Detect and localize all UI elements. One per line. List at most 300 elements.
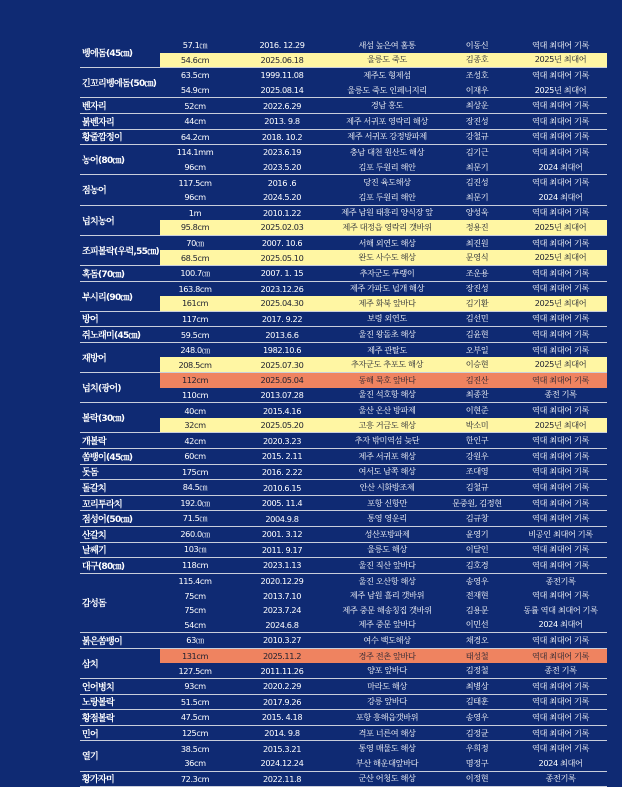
size-cell: 47.5cm — [160, 712, 230, 722]
species-name: 벤자리 — [80, 98, 160, 113]
species-name: 대구(80㎝) — [80, 558, 160, 573]
size-cell: 103㎝ — [160, 544, 230, 555]
species-name: 돗돔 — [80, 465, 160, 480]
species-group — [80, 373, 607, 403]
record-row — [160, 741, 607, 756]
species-group — [80, 496, 607, 512]
date-cell: 2023.7.24 — [230, 605, 334, 615]
size-cell: 38.5cm — [160, 744, 230, 754]
angler-cell: 김종호 — [440, 54, 514, 65]
species-group — [80, 679, 607, 695]
species-group — [80, 449, 607, 465]
date-cell: 2010.6.15 — [230, 483, 334, 493]
date-cell: 2020.3.23 — [230, 436, 334, 446]
date-cell: 2015.3.21 — [230, 744, 334, 754]
size-cell: 44cm — [160, 116, 230, 126]
date-cell: 2016. 12.29 — [230, 40, 334, 50]
record-row — [160, 68, 607, 83]
date-cell: 2025.08.14 — [230, 85, 334, 95]
species-group — [80, 633, 607, 649]
size-cell: 110cm — [160, 390, 230, 400]
species-name: 날쌔기 — [80, 543, 160, 558]
record-row — [160, 175, 607, 190]
date-cell: 2024.12.24 — [230, 758, 334, 768]
angler-cell: 박소미 — [440, 420, 514, 431]
size-cell: 96cm — [160, 192, 230, 202]
angler-cell: 이민선 — [440, 619, 514, 630]
place-cell: 제주 서귀포 영락리 해상 — [334, 116, 440, 127]
place-cell: 여수 백도해상 — [334, 635, 440, 646]
size-cell: 163.8cm — [160, 284, 230, 294]
place-cell: 보령 외연도 — [334, 313, 440, 324]
place-cell: 울진 직산 앞바다 — [334, 560, 440, 571]
date-cell: 2004.9.8 — [230, 514, 334, 524]
date-cell: 2025.04.30 — [230, 298, 334, 308]
angler-cell: 최병상 — [440, 681, 514, 692]
size-cell: 75cm — [160, 605, 230, 615]
place-cell: 울진 오산항 해상 — [334, 576, 440, 587]
species-group — [80, 327, 607, 343]
species-name: 볼락(30㎝) — [80, 403, 160, 432]
place-cell: 울릉도 해상 — [334, 544, 440, 555]
record-row — [160, 83, 607, 98]
size-cell: 95.8cm — [160, 222, 230, 232]
angler-cell: 이동신 — [440, 40, 514, 51]
angler-cell: 김기환 — [440, 298, 514, 309]
place-cell: 울릉도 죽도 인페니지리 — [334, 85, 440, 96]
size-cell: 70㎝ — [160, 238, 230, 249]
note-cell: 2024 최대어 — [514, 192, 607, 203]
place-cell: 통영 영운리 — [334, 513, 440, 524]
angler-cell: 김호경 — [440, 560, 514, 571]
angler-cell: 명정구 — [440, 758, 514, 769]
place-cell: 통영 매물도 해상 — [334, 743, 440, 754]
note-cell: 종전기록 — [514, 576, 607, 587]
size-cell: 125cm — [160, 728, 230, 738]
note-cell: 역대 최대어 기록 — [514, 329, 607, 340]
note-cell: 역대 최대어 기록 — [514, 513, 607, 524]
record-row — [160, 388, 607, 403]
place-cell: 추자군도 추포도 해상 — [334, 359, 440, 370]
highlighted-record-row — [160, 53, 607, 68]
record-row — [160, 433, 607, 448]
date-cell: 2022.6.29 — [230, 101, 334, 111]
date-cell: 2025.05.20 — [230, 420, 334, 430]
angler-cell: 김철규 — [440, 482, 514, 493]
note-cell: 2025년 최대어 — [514, 222, 607, 233]
date-cell: 2013. 9.8 — [230, 116, 334, 126]
highlighted-record-row — [160, 418, 607, 433]
record-row — [160, 236, 607, 251]
date-cell: 2023.5.20 — [230, 162, 334, 172]
note-cell: 역대 최대어 기록 — [514, 345, 607, 356]
record-row — [160, 160, 607, 175]
record-row — [160, 403, 607, 418]
angler-cell: 강철규 — [440, 131, 514, 142]
species-group — [80, 726, 607, 742]
highlighted-record-row — [160, 373, 607, 388]
size-cell: 59.5cm — [160, 330, 230, 340]
date-cell: 2025.06.18 — [230, 55, 334, 65]
angler-cell: 조대영 — [440, 466, 514, 477]
species-group — [80, 343, 607, 373]
place-cell: 서해 외연도 해상 — [334, 238, 440, 249]
size-cell: 131cm — [160, 651, 230, 661]
place-cell: 제주 서귀포 해상 — [334, 451, 440, 462]
size-cell: 115.4cm — [160, 576, 230, 586]
record-row — [160, 145, 607, 160]
angler-cell: 최문기 — [440, 162, 514, 173]
record-row — [160, 496, 607, 511]
species-name: 붉은쏨뱅이 — [80, 633, 160, 648]
highlighted-record-row — [160, 649, 607, 664]
angler-cell: 장진성 — [440, 283, 514, 294]
place-cell: 새섬 높은여 홈통 — [334, 40, 440, 51]
size-cell: 32cm — [160, 420, 230, 430]
species-name: 열기 — [80, 741, 160, 770]
date-cell: 2025.05.10 — [230, 253, 334, 263]
record-row — [160, 190, 607, 205]
note-cell: 역대 최대어 기록 — [514, 681, 607, 692]
angler-cell: 김태훈 — [440, 696, 514, 707]
place-cell: 제주 관탈도 — [334, 345, 440, 356]
record-row — [160, 679, 607, 694]
species-name: 혹돔(70㎝) — [80, 266, 160, 281]
note-cell: 2024 최대어 — [514, 758, 607, 769]
note-cell: 종전 기록 — [514, 389, 607, 400]
place-cell: 고흥 거금도 해상 — [334, 420, 440, 431]
size-cell: 42cm — [160, 436, 230, 446]
note-cell: 역대 최대어 기록 — [514, 590, 607, 601]
place-cell: 추자 밖미역섬 늦단 — [334, 435, 440, 446]
place-cell: 격포 너른여 해상 — [334, 728, 440, 739]
species-group — [80, 206, 607, 236]
place-cell: 울진 왕돌초 해상 — [334, 329, 440, 340]
size-cell: 114.1mm — [160, 147, 230, 157]
size-cell: 71.5㎝ — [160, 513, 230, 524]
angler-cell: 최진원 — [440, 238, 514, 249]
note-cell: 종전기록 — [514, 773, 607, 784]
angler-cell: 김진산 — [440, 375, 514, 386]
species-name: 넙치(광어) — [80, 373, 160, 402]
record-row — [160, 114, 607, 129]
record-row — [160, 543, 607, 558]
species-name: 쏨뱅이(45㎝) — [80, 449, 160, 464]
note-cell: 역대 최대어 기록 — [514, 40, 607, 51]
angler-cell: 이재우 — [440, 85, 514, 96]
record-row — [160, 343, 607, 358]
species-group — [80, 114, 607, 130]
date-cell: 2025.02.03 — [230, 222, 334, 232]
species-group — [80, 710, 607, 726]
species-group — [80, 741, 607, 771]
record-row — [160, 558, 607, 573]
record-row — [160, 206, 607, 221]
size-cell: 117.5cm — [160, 178, 230, 188]
species-name: 점농어 — [80, 175, 160, 204]
species-name: 개볼락 — [80, 433, 160, 448]
size-cell: 248.0㎝ — [160, 345, 230, 356]
size-cell: 63.5cm — [160, 70, 230, 80]
species-name: 꼬리투라치 — [80, 496, 160, 511]
date-cell: 2007. 1. 15 — [230, 268, 334, 278]
record-row — [160, 772, 607, 787]
date-cell: 2024.6.8 — [230, 620, 334, 630]
species-name: 긴꼬리벵에돔(50㎝) — [80, 68, 160, 97]
size-cell: 100.7㎝ — [160, 268, 230, 279]
species-group — [80, 266, 607, 282]
note-cell: 역대 최대어 기록 — [514, 466, 607, 477]
size-cell: 54cm — [160, 620, 230, 630]
note-cell: 역대 최대어 기록 — [514, 728, 607, 739]
note-cell: 2025년 최대어 — [514, 85, 607, 96]
date-cell: 2020.12.29 — [230, 576, 334, 586]
highlighted-record-row — [160, 220, 607, 235]
note-cell: 2024 최대어 — [514, 619, 607, 630]
record-row — [160, 480, 607, 495]
place-cell: 제주 대정읍 영락리 갯바위 — [334, 222, 440, 233]
note-cell: 역대 최대어 기록 — [514, 435, 607, 446]
species-group — [80, 465, 607, 481]
note-cell: 역대 최대어 기록 — [514, 207, 607, 218]
note-cell: 역대 최대어 기록 — [514, 313, 607, 324]
date-cell: 2018. 10.2 — [230, 132, 334, 142]
species-group — [80, 68, 607, 98]
date-cell: 2020.2.29 — [230, 681, 334, 691]
date-cell: 2005. 11.4 — [230, 498, 334, 508]
place-cell: 여서도 남쪽 해상 — [334, 466, 440, 477]
angler-cell: 김정균 — [440, 728, 514, 739]
species-group — [80, 282, 607, 312]
record-row — [160, 327, 607, 342]
note-cell: 역대 최대어 기록 — [514, 268, 607, 279]
record-row — [160, 574, 607, 589]
date-cell: 2013.07.28 — [230, 390, 334, 400]
size-cell: 60cm — [160, 451, 230, 461]
place-cell: 군산 어청도 해상 — [334, 773, 440, 784]
species-group — [80, 772, 607, 787]
note-cell: 역대 최대어 기록 — [514, 100, 607, 111]
place-cell: 포항 흥해읍갯바위 — [334, 712, 440, 723]
species-name: 조피볼락(우럭,55㎝) — [80, 236, 160, 265]
date-cell: 1982.10.6 — [230, 345, 334, 355]
species-group — [80, 312, 607, 328]
angler-cell: 김용문 — [440, 605, 514, 616]
species-name: 민어 — [80, 726, 160, 741]
angler-cell: 양성욱 — [440, 207, 514, 218]
angler-cell: 윤영기 — [440, 529, 514, 540]
note-cell: 역대 최대어 기록 — [514, 147, 607, 158]
note-cell: 역대 최대어 기록 — [514, 498, 607, 509]
highlighted-record-row — [160, 296, 607, 311]
place-cell: 울릉도 죽도 — [334, 54, 440, 65]
size-cell: 72.3cm — [160, 774, 230, 784]
species-group — [80, 403, 607, 433]
note-cell: 역대 최대어 기록 — [514, 405, 607, 416]
date-cell: 2024.5.20 — [230, 192, 334, 202]
record-row — [160, 603, 607, 618]
date-cell: 2022.11.8 — [230, 774, 334, 784]
species-group — [80, 695, 607, 711]
date-cell: 2025.07.30 — [230, 360, 334, 370]
date-cell: 2017.9.26 — [230, 697, 334, 707]
date-cell: 2007. 10.6 — [230, 238, 334, 248]
species-name: 방어 — [80, 312, 160, 327]
place-cell: 김포 두원리 해안 — [334, 162, 440, 173]
angler-cell: 이승현 — [440, 359, 514, 370]
species-group — [80, 145, 607, 175]
date-cell: 2015. 2.11 — [230, 451, 334, 461]
angler-cell: 채경오 — [440, 635, 514, 646]
species-name: 언어병치 — [80, 679, 160, 694]
record-row — [160, 312, 607, 327]
note-cell: 역대 최대어 기록 — [514, 116, 607, 127]
place-cell: 제주 서귀포 강정방파제 — [334, 131, 440, 142]
note-cell: 역대 최대어 기록 — [514, 635, 607, 646]
place-cell: 제주 중문 해송칭집 갯바위 — [334, 605, 440, 616]
angler-cell: 정용진 — [440, 222, 514, 233]
species-name: 붉벤자리 — [80, 114, 160, 129]
date-cell: 2023.1.13 — [230, 560, 334, 570]
size-cell: 127.5cm — [160, 666, 230, 676]
date-cell: 2015. 4.18 — [230, 712, 334, 722]
species-name: 부시리(90㎝) — [80, 282, 160, 311]
size-cell: 93cm — [160, 681, 230, 691]
species-name: 황가자미 — [80, 772, 160, 787]
angler-cell: 조운용 — [440, 268, 514, 279]
species-name: 재방어 — [80, 343, 160, 372]
note-cell: 역대 최대어 기록 — [514, 238, 607, 249]
place-cell: 성산포방파제 — [334, 529, 440, 540]
place-cell: 울진 석호항 해상 — [334, 389, 440, 400]
species-group — [80, 236, 607, 266]
species-group — [80, 98, 607, 114]
angler-cell: 장진성 — [440, 116, 514, 127]
species-group — [80, 543, 607, 559]
note-cell: 역대 최대어 기록 — [514, 375, 607, 386]
place-cell: 양포 앞바다 — [334, 665, 440, 676]
angler-cell: 이정현 — [440, 773, 514, 784]
species-group — [80, 433, 607, 449]
angler-cell: 최문기 — [440, 192, 514, 203]
size-cell: 118cm — [160, 560, 230, 570]
species-name: 돌갈치 — [80, 480, 160, 495]
note-cell: 역대 최대어 기록 — [514, 451, 607, 462]
place-cell: 경남 홍도 — [334, 100, 440, 111]
species-group — [80, 574, 607, 633]
note-cell: 역대 최대어 기록 — [514, 651, 607, 662]
place-cell: 제주 남원 태흥리 양식장 앞 — [334, 207, 440, 218]
record-row — [160, 130, 607, 145]
angler-cell: 최상운 — [440, 100, 514, 111]
species-name: 노랑볼락 — [80, 695, 160, 710]
place-cell: 안산 시화방조제 — [334, 482, 440, 493]
species-name: 감성돔 — [80, 574, 160, 632]
species-name: 벵에돔(45㎝) — [80, 38, 160, 67]
size-cell: 63㎝ — [160, 635, 230, 646]
species-name: 점성어(50㎝) — [80, 511, 160, 526]
species-name: 산갈치 — [80, 527, 160, 542]
highlighted-record-row — [160, 250, 607, 265]
date-cell: 2010.1.22 — [230, 208, 334, 218]
record-row — [160, 38, 607, 53]
record-table — [80, 38, 607, 787]
place-cell: 동해 묵호 앞바다 — [334, 375, 440, 386]
record-row — [160, 695, 607, 710]
size-cell: 68.5cm — [160, 253, 230, 263]
species-group — [80, 175, 607, 205]
record-row — [160, 465, 607, 480]
size-cell: 161cm — [160, 298, 230, 308]
species-name: 삼치 — [80, 649, 160, 678]
place-cell: 당진 육도해상 — [334, 177, 440, 188]
note-cell: 2025년 최대어 — [514, 359, 607, 370]
date-cell: 2011.11.26 — [230, 666, 334, 676]
place-cell: 추자군도 푸랭이 — [334, 268, 440, 279]
angler-cell: 최종찬 — [440, 389, 514, 400]
size-cell: 36cm — [160, 758, 230, 768]
note-cell: 역대 최대어 기록 — [514, 177, 607, 188]
size-cell: 260.0㎝ — [160, 529, 230, 540]
note-cell: 역대 최대어 기록 — [514, 696, 607, 707]
species-name: 넙치농어 — [80, 206, 160, 235]
record-row — [160, 266, 607, 281]
record-row — [160, 663, 607, 678]
date-cell: 2001. 3.12 — [230, 529, 334, 539]
place-cell: 마라도 해상 — [334, 681, 440, 692]
angler-cell: 송영우 — [440, 576, 514, 587]
species-group — [80, 527, 607, 543]
size-cell: 40cm — [160, 406, 230, 416]
note-cell: 역대 최대어 기록 — [514, 482, 607, 493]
record-row — [160, 633, 607, 648]
record-row — [160, 527, 607, 542]
note-cell: 비공인 최대어 기록 — [514, 529, 607, 540]
size-cell: 117cm — [160, 314, 230, 324]
note-cell: 동률 역대 최대어 기록 — [514, 605, 607, 616]
note-cell: 역대 최대어 기록 — [514, 712, 607, 723]
record-row — [160, 710, 607, 725]
date-cell: 2015.4.16 — [230, 406, 334, 416]
note-cell: 역대 최대어 기록 — [514, 70, 607, 81]
angler-cell: 전재현 — [440, 590, 514, 601]
place-cell: 강릉 앞바다 — [334, 696, 440, 707]
angler-cell: 김기근 — [440, 147, 514, 158]
record-row — [160, 98, 607, 113]
size-cell: 54.9cm — [160, 85, 230, 95]
note-cell: 2024 최대어 — [514, 162, 607, 173]
angler-cell: 강원우 — [440, 451, 514, 462]
place-cell: 경주 전촌 앞바다 — [334, 651, 440, 662]
size-cell: 75cm — [160, 591, 230, 601]
place-cell: 제주 중문 앞바다 — [334, 619, 440, 630]
size-cell: 192.0㎝ — [160, 498, 230, 509]
place-cell: 제주 남원 흘리 갯바위 — [334, 590, 440, 601]
date-cell: 2014. 9.8 — [230, 728, 334, 738]
date-cell: 2025.05.04 — [230, 375, 334, 385]
angler-cell: 문중원, 김정현 — [440, 498, 514, 509]
record-row — [160, 282, 607, 297]
date-cell: 2013.7.10 — [230, 591, 334, 601]
angler-cell: 김규창 — [440, 513, 514, 524]
size-cell: 1m — [160, 208, 230, 218]
place-cell: 김포 두원리 해안 — [334, 192, 440, 203]
size-cell: 54.6cm — [160, 55, 230, 65]
date-cell: 2016. 2.22 — [230, 467, 334, 477]
species-name: 황점볼락 — [80, 710, 160, 725]
angler-cell: 이달인 — [440, 544, 514, 555]
place-cell: 부산 해운대앞바다 — [334, 758, 440, 769]
